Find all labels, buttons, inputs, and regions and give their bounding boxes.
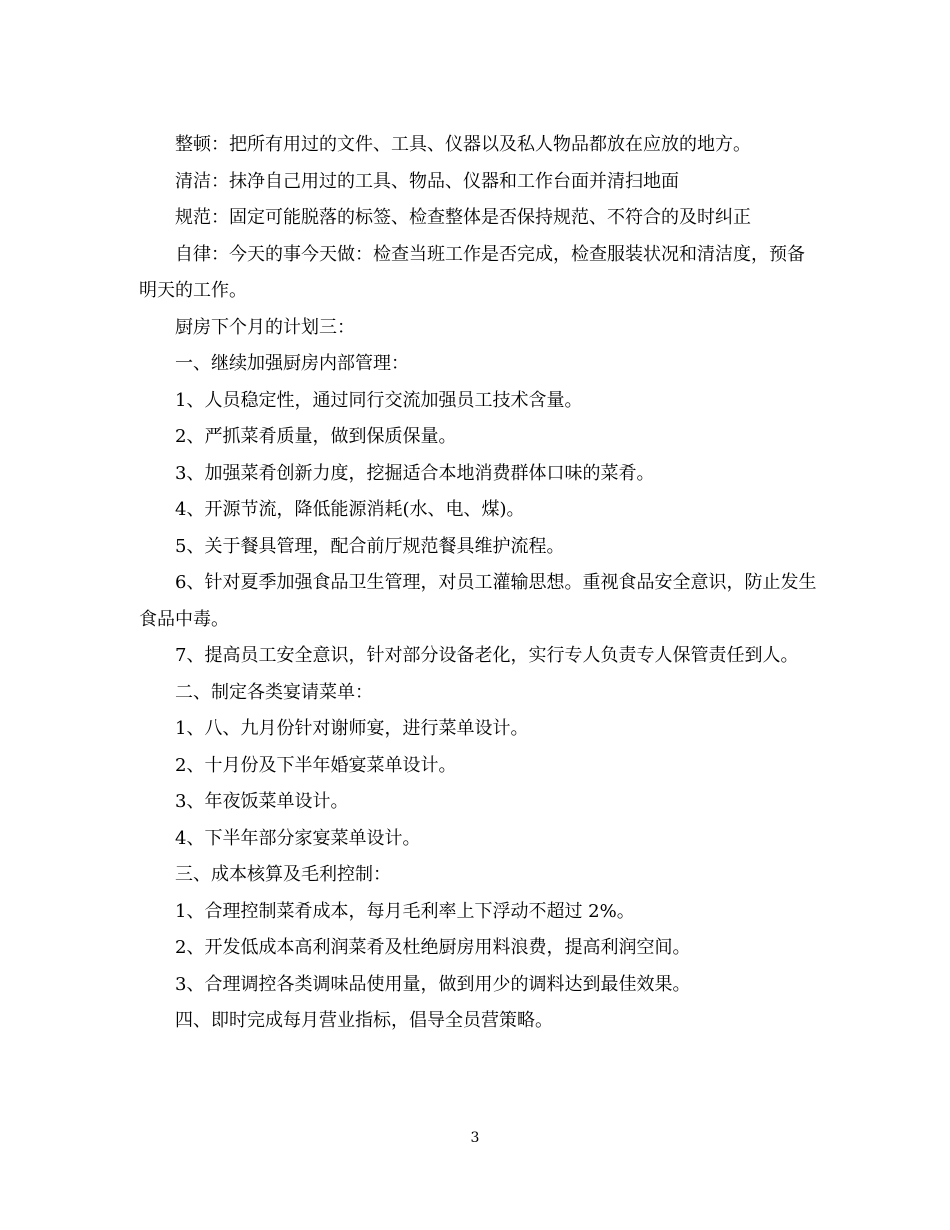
- section-heading-kitchen-management: 一、继续加强厨房内部管理：: [175, 353, 409, 374]
- list-item: 5、关于餐具管理，配合前厅规范餐具维护流程。: [175, 535, 565, 557]
- paragraph-discipline: 自律：今天的事今天做：检查当班工作是否完成，检查服装状况和清洁度，预备明天的工作。: [139, 243, 805, 301]
- section-heading-sales-targets: 四、即时完成每月营业指标，倡导全员营策略。: [175, 1010, 553, 1031]
- paragraph-clean: 清洁：抹净自己用过的工具、物品、仪器和工作台面并清扫地面: [175, 170, 679, 192]
- list-item: 4、开源节流，降低能源消耗(水、电、煤)。: [175, 499, 525, 520]
- list-item: 7、提高员工安全意识，针对部分设备老化，实行专人负责专人保管责任到人。: [175, 645, 799, 666]
- list-item: 2、开发低成本高利润菜肴及杜绝厨房用料浪费，提高利润空间。: [175, 937, 691, 958]
- list-item: 1、八、九月份针对谢师宴，进行菜单设计。: [175, 718, 529, 739]
- list-item: 3、年夜饭菜单设计。: [175, 791, 349, 812]
- page-number: 3: [470, 1130, 480, 1146]
- list-item: 6、针对夏季加强食品卫生管理，对员工灌输思想。重视食品安全意识，防止发生食品中毒。: [139, 572, 817, 630]
- list-item: 4、下半年部分家宴菜单设计。: [175, 827, 421, 849]
- paragraph-standard: 规范：固定可能脱落的标签、检查整体是否保持规范、不符合的及时纠正: [175, 207, 751, 228]
- paragraph-sort: 整顿：把所有用过的文件、工具、仪器以及私人物品都放在应放的地方。: [175, 134, 751, 155]
- section-heading-plan-three: 厨房下个月的计划三：: [175, 316, 355, 338]
- list-item: 1、人员稳定性，通过同行交流加强员工技术含量。: [175, 389, 583, 411]
- list-item: 2、十月份及下半年婚宴菜单设计。: [175, 754, 457, 776]
- section-heading-banquet-menus: 二、制定各类宴请菜单：: [175, 681, 373, 703]
- list-item: 1、合理控制菜肴成本，每月毛利率上下浮动不超过 2%。: [175, 900, 635, 922]
- document-body: [139, 127, 819, 1040]
- section-heading-cost-control: 三、成本核算及毛利控制：: [175, 864, 391, 885]
- list-item: 3、加强菜肴创新力度，挖掘适合本地消费群体口味的菜肴。: [175, 462, 655, 484]
- list-item: 2、严抓菜肴质量，做到保质保量。: [175, 426, 457, 447]
- list-item: 3、合理调控各类调味品使用量，做到用少的调料达到最佳效果。: [175, 973, 691, 995]
